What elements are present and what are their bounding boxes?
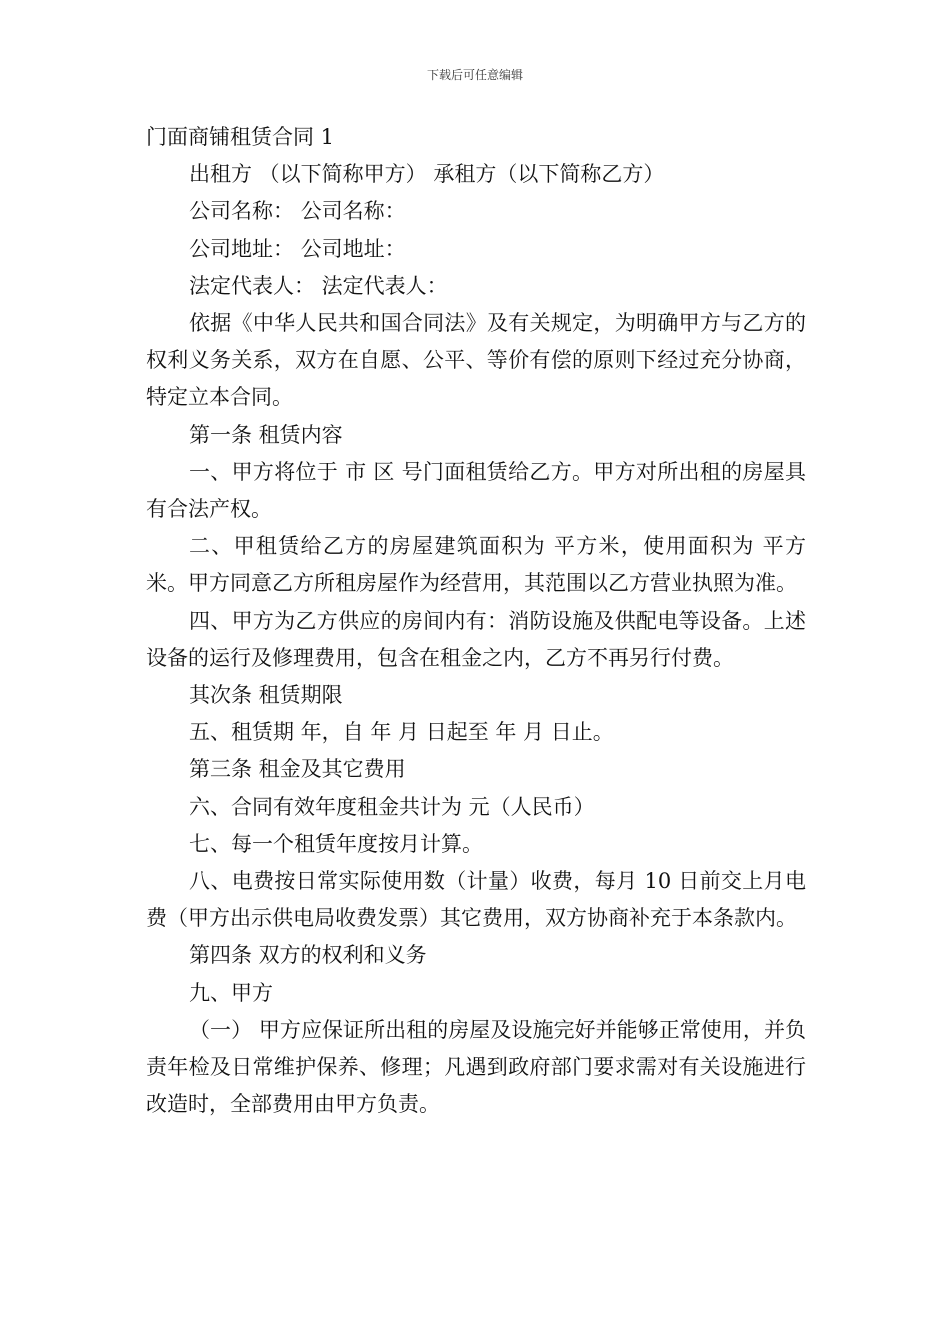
company-name-line: 公司名称： 公司名称： — [189, 199, 406, 224]
preamble-paragraph: 依据《中华人民共和国合同法》及有关规定，为明确甲方与乙方的权利义务关系，双方在自愿、公平、等价有偿的原则下经过充分协商，特定立本合同。 — [146, 311, 806, 410]
clause-8: 八、电费按日常实际使用数（计量）收费，每月 10 日前交上月电费（甲方出示供电局收费发票）其它费用，双方协商补充于本条款内。 — [146, 869, 806, 931]
document-title: 门面商铺租赁合同 1 — [146, 125, 335, 149]
clause-5: 五、租赁期 年，自 年 月 日起至 年 月 日止。 — [189, 720, 614, 745]
clause-4: 四、甲方为乙方供应的房间内有：消防设施及供配电等设备。上述设备的运行及修理费用，包含在租金之内，乙方不再另行付费。 — [146, 608, 806, 670]
clause-1: 一、甲方将位于 市 区 号门面租赁给乙方。甲方对所出租的房屋具有合法产权。 — [146, 459, 806, 522]
article-1-heading: 第一条 租赁内容 — [189, 422, 343, 447]
header-note: 下载后可任意编辑 — [426, 68, 523, 82]
parties-line: 出租方 （以下简称甲方） 承租方（以下简称乙方） — [189, 162, 665, 187]
company-address-line: 公司地址： 公司地址： — [189, 236, 406, 261]
article-2-heading: 其次条 租赁期限 — [189, 683, 343, 708]
article-3-heading: 第三条 租金及其它费用 — [189, 757, 406, 782]
clause-6: 六、合同有效年度租金共计为 元（人民币） — [189, 794, 595, 819]
clause-2: 二、甲租赁给乙方的房屋建筑面积为 平方米，使用面积为 平方米。甲方同意乙方所租房屋作为经营用，其范围以乙方营业执照为准。 — [146, 534, 806, 596]
clause-7: 七、每一个租赁年度按月计算。 — [189, 831, 483, 856]
document-body — [146, 119, 806, 1123]
article-4-heading: 第四条 双方的权利和义务 — [189, 943, 427, 968]
legal-representative-line: 法定代表人： 法定代表人： — [189, 273, 448, 298]
clause-9: 九、甲方 — [189, 980, 273, 1005]
clause-9-item-1: （一） 甲方应保证所出租的房屋及设施完好并能够正常使用，并负责年检及日常维护保养、修理；凡遇到政府部门要求需对有关设施进行改造时，全部费用由甲方负责。 — [146, 1017, 806, 1117]
